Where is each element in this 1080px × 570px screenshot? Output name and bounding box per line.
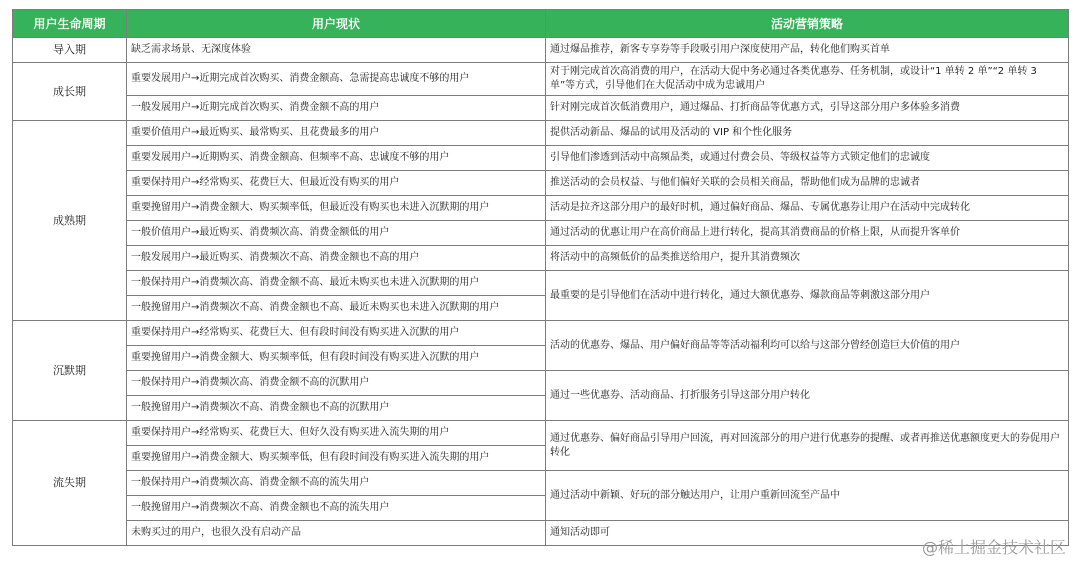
- marketing-strategy-cell: 针对刚完成首次低消费用户，通过爆品、打折商品等优惠方式，引导这部分用户多体验多消费: [546, 96, 1069, 121]
- user-status-cell: 一般保持用户→消费频次高、消费金额不高的沉默用户: [127, 371, 546, 396]
- lifecycle-stage-cell: 成熟期: [13, 121, 127, 321]
- table-row: [13, 471, 1069, 496]
- marketing-strategy-cell: 通过活动中新颖、好玩的部分触达用户，让用户重新回流至产品中: [546, 471, 1069, 521]
- marketing-strategy-cell: 最重要的是引导他们在活动中进行转化，通过大额优惠券、爆款商品等刺激这部分用户: [546, 271, 1069, 321]
- table-row: [13, 146, 1069, 171]
- lifecycle-stage-cell: 沉默期: [13, 321, 127, 421]
- header-marketing-strategy: 活动营销策略: [546, 10, 1069, 38]
- table-header-row: [13, 10, 1069, 38]
- table-row: [13, 421, 1069, 446]
- table-row: [13, 246, 1069, 271]
- marketing-strategy-cell: 通过优惠券、偏好商品引导用户回流，再对回流部分的用户进行优惠券的提醒、或者再推送优惠额度更大的券促用户转化: [546, 421, 1069, 471]
- marketing-strategy-cell: 活动是拉齐这部分用户的最好时机，通过偏好商品、爆品、专属优惠券让用户在活动中完成转化: [546, 196, 1069, 221]
- table-row: [13, 121, 1069, 146]
- table-body: [13, 38, 1069, 546]
- user-status-cell: 重要保持用户→经常购买、花费巨大、但有段时间没有购买进入沉默的用户: [127, 321, 546, 346]
- marketing-strategy-cell: 对于刚完成首次高消费的用户，在活动大促中务必通过各类优惠券、任务机制，或设计“1 单转 2 单”“2 单转 3 单”等方式，引导他们在大促活动中成为忠诚用户: [546, 63, 1069, 96]
- marketing-strategy-cell: 将活动中的高频低价的品类推送给用户，提升其消费频次: [546, 246, 1069, 271]
- user-status-cell: 重要挽留用户→消费金额大、购买频率低，但最近没有购买也未进入沉默期的用户: [127, 196, 546, 221]
- user-status-cell: 重要挽留用户→消费金额大、购买频率低，但有段时间没有购买进入流失期的用户: [127, 446, 546, 471]
- marketing-strategy-cell: 通过爆品推荐，新客专享券等手段吸引用户深度使用产品，转化他们购买首单: [546, 38, 1069, 63]
- user-status-cell: 一般发展用户→近期完成首次购买、消费金额不高的用户: [127, 96, 546, 121]
- table-row: [13, 221, 1069, 246]
- user-status-cell: 重要价值用户→最近购买、最常购买、且花费最多的用户: [127, 121, 546, 146]
- lifecycle-stage-cell: 流失期: [13, 421, 127, 546]
- table-row: [13, 96, 1069, 121]
- table-row: [13, 63, 1069, 96]
- user-status-cell: 重要挽留用户→消费金额大、购买频率低，但有段时间没有购买进入沉默的用户: [127, 346, 546, 371]
- marketing-strategy-cell: 通过活动的优惠让用户在高价商品上进行转化，提高其消费商品的价格上限，从而提升客单价: [546, 221, 1069, 246]
- marketing-strategy-cell: 通知活动即可: [546, 521, 1069, 546]
- table-row: [13, 321, 1069, 346]
- lifecycle-stage-cell: 导入期: [13, 38, 127, 63]
- header-user-status: 用户现状: [127, 10, 546, 38]
- watermark: @稀土掘金技术社区: [921, 538, 1066, 557]
- table-row: [13, 521, 1069, 546]
- marketing-strategy-cell: 提供活动新品、爆品的试用及活动的 VIP 和个性化服务: [546, 121, 1069, 146]
- table-row: [13, 271, 1069, 296]
- marketing-strategy-cell: 通过一些优惠券、活动商品、打折服务引导这部分用户转化: [546, 371, 1069, 421]
- marketing-strategy-cell: 引导他们渗透到活动中高频品类，或通过付费会员、等级权益等方式锁定他们的忠诚度: [546, 146, 1069, 171]
- user-status-cell: 一般挽留用户→消费频次不高、消费金额也不高的沉默用户: [127, 396, 546, 421]
- user-status-cell: 重要保持用户→经常购买、花费巨大、但好久没有购买进入流失期的用户: [127, 421, 546, 446]
- marketing-strategy-cell: 推送活动的会员权益、与他们偏好关联的会员相关商品，帮助他们成为品牌的忠诚者: [546, 171, 1069, 196]
- user-status-cell: 未购买过的用户，也很久没有启动产品: [127, 521, 546, 546]
- user-status-cell: 一般挽留用户→消费频次不高、消费金额也不高的流失用户: [127, 496, 546, 521]
- table-row: [13, 38, 1069, 63]
- user-status-cell: 重要发展用户→近期购买、消费金额高、但频率不高、忠诚度不够的用户: [127, 146, 546, 171]
- user-status-cell: 重要发展用户→近期完成首次购买、消费金额高、急需提高忠诚度不够的用户: [127, 63, 546, 96]
- table-row: [13, 171, 1069, 196]
- user-status-cell: 一般挽留用户→消费频次不高、消费金额也不高、最近未购买也未进入沉默期的用户: [127, 296, 546, 321]
- marketing-strategy-cell: 活动的优惠券、爆品、用户偏好商品等等活动福利均可以给与这部分曾经创造巨大价值的用户: [546, 321, 1069, 371]
- user-status-cell: 重要保持用户→经常购买、花费巨大、但最近没有购买的用户: [127, 171, 546, 196]
- header-lifecycle: 用户生命周期: [13, 10, 127, 38]
- user-status-cell: 一般保持用户→消费频次高、消费金额不高、最近未购买也未进入沉默期的用户: [127, 271, 546, 296]
- user-status-cell: 缺乏需求场景、无深度体验: [127, 38, 546, 63]
- user-status-cell: 一般发展用户→最近购买、消费频次不高、消费金额也不高的用户: [127, 246, 546, 271]
- table-row: [13, 196, 1069, 221]
- lifecycle-stage-cell: 成长期: [13, 63, 127, 121]
- user-status-cell: 一般价值用户→最近购买、消费频次高、消费金额低的用户: [127, 221, 546, 246]
- lifecycle-strategy-table: [12, 9, 1068, 546]
- table-row: [13, 371, 1069, 396]
- user-status-cell: 一般保持用户→消费频次高、消费金额不高的流失用户: [127, 471, 546, 496]
